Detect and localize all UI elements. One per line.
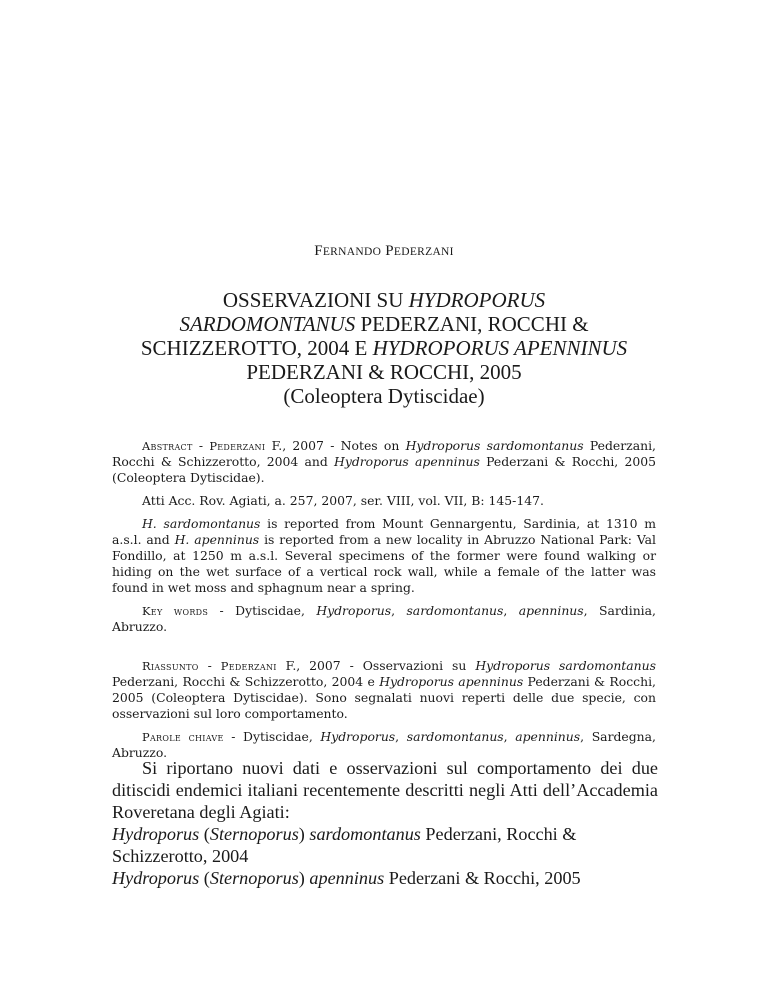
species-line-2: Hydroporus (Sternoporus) apenninus Pederzani & Rocchi, 2005 — [112, 868, 581, 888]
intro-paragraph: Si riportano nuovi dati e osservazioni sul comportamento dei due ditiscidi endemici italiani recentemente descritti negli Atti dell’Accademia Roveretana degli Agiati: — [112, 758, 658, 822]
paper-title: OSSERVAZIONI SU HYDROPORUS SARDOMONTANUS PEDERZANI, ROCCHI & SCHIZZEROTTO, 2004 E HYDROPORUS APENNINUS PEDERZANI & ROCCHI, 2005 (Coleoptera Dytiscidae) — [100, 288, 668, 408]
abstract-english — [112, 438, 656, 642]
riassunto-heading: Riassunto - Pederzani F., 2007 - Osservazioni su Hydroporus sardomontanus Pederzani, Rocchi & Schizzerotto, 2004 e Hydroporus apenninus Pederzani & Rocchi, 2005 (Coleoptera Dytiscidae). Sono segnalati nuovi reperti delle due specie, con osservazioni sul loro comportamento. — [112, 658, 656, 721]
abstract-citation: Atti Acc. Rov. Agiati, a. 257, 2007, ser. VIII, vol. VII, B: 145-147. — [142, 493, 544, 508]
abstract-body: H. sardomontanus is reported from Mount Gennargentu, Sardinia, at 1310 m a.s.l. and H. apenninus is reported from a new locality in Abruzzo National Park: Val Fondillo, at 1250 m a.s.l. Several specimens of the former were found walking or hiding on the wet surface of a vertical rock wall, while a female of the latter was found in wet moss and sphagnum near a spring. — [112, 516, 657, 595]
body-text — [112, 757, 658, 889]
species-line-1: Hydroporus (Sternoporus) sardomontanus Pederzani, Rocchi & Schizzerotto, 2004 — [112, 824, 577, 866]
key-words: Key words - Dytiscidae, Hydroporus, sardomontanus, apenninus, Sardinia, Abruzzo. — [112, 603, 656, 634]
abstract-italian — [112, 658, 656, 768]
paper-subtitle: (Coleoptera Dytiscidae) — [283, 384, 485, 408]
abstract-heading: Abstract - Pederzani F., 2007 - Notes on Hydroporus sardomontanus Pederzani, Rocchi & Schizzerotto, 2004 and Hydroporus apenninus Pederzani & Rocchi, 2005 (Coleoptera Dytiscidae). — [112, 438, 656, 485]
author-name: FERNANDO PEDERZANI — [314, 243, 454, 259]
parole-chiave: Parole chiave - Dytiscidae, Hydroporus, sardomontanus, apenninus, Sardegna, Abruzzo. — [112, 729, 656, 760]
